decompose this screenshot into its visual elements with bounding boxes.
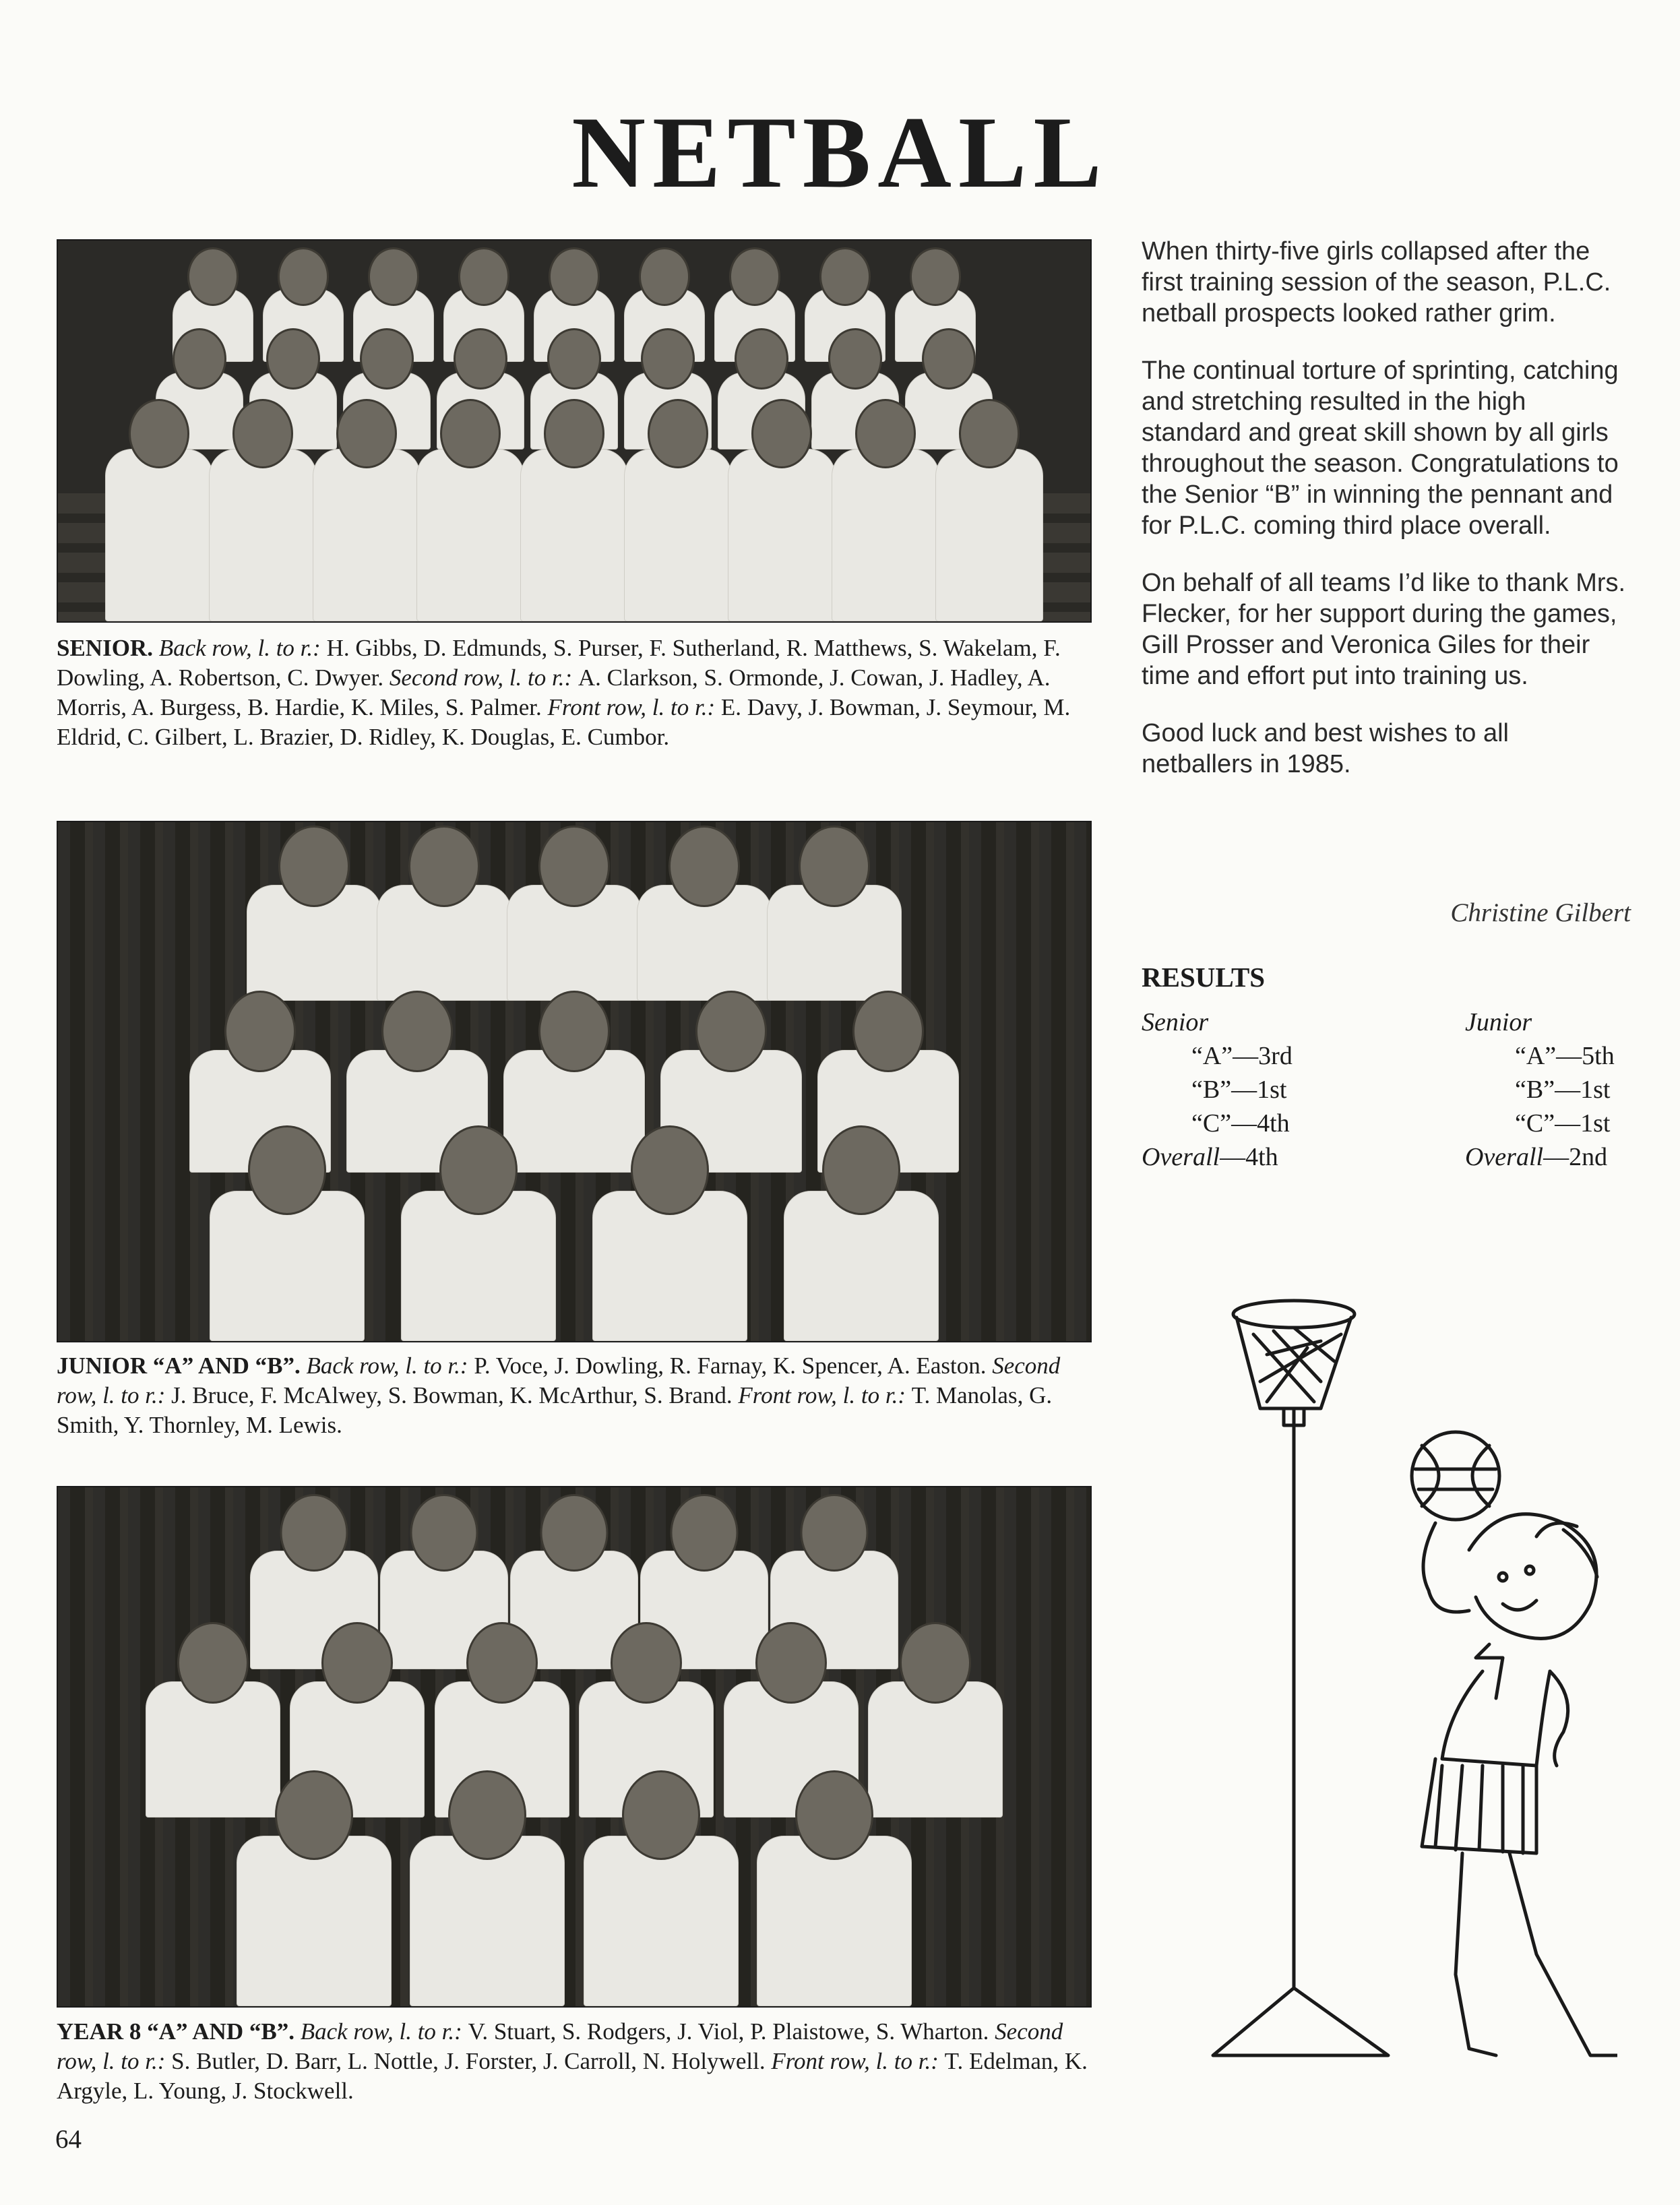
team-member-shirt <box>237 1836 392 2006</box>
team-member-head <box>801 1494 869 1572</box>
senior-team-photo <box>57 239 1092 623</box>
page-title: NETBALL <box>571 96 1109 209</box>
team-member-shirt <box>520 449 628 621</box>
team-member-head <box>751 399 812 468</box>
girl-figure-icon <box>1422 1514 1617 2055</box>
team-member-figure <box>832 399 939 621</box>
year8-caption <box>57 2017 1094 2106</box>
caption-row-label: Second row, l. to r.: <box>57 2018 1063 2074</box>
article-paragraph: The continual torture of sprinting, catching and stretching resulted in the high standard and great skill shown by all girls throughout the season. Congratulations to the Senior “B” in winning the pennant and for P.L.C. coming third place overall. <box>1142 356 1619 540</box>
team-member-shirt <box>624 449 732 621</box>
team-member-head <box>278 247 329 306</box>
caption-heading: JUNIOR “A” AND “B”. <box>57 1353 307 1379</box>
team-member-figure <box>637 826 772 1001</box>
team-member-head <box>671 1494 739 1572</box>
team-member-shirt <box>313 449 421 621</box>
team-member-head <box>631 1125 709 1215</box>
results-heading: RESULTS <box>1142 962 1266 993</box>
year8-team-photo <box>57 1486 1092 2008</box>
team-member-head <box>275 1770 353 1860</box>
team-member-head <box>408 826 480 907</box>
article-paragraph: On behalf of all teams I’d like to thank Mrs. Flecker, for her support during the games, Gill Prosser and Veronica Giles for their time and effort put into training us. <box>1142 569 1626 690</box>
team-member-head <box>540 1494 609 1572</box>
netball-hoop-icon <box>1213 1301 1388 2055</box>
team-member-shirt <box>105 449 213 621</box>
caption-row-label: Front row, l. to r.: <box>547 694 721 720</box>
team-member-shirt <box>410 1836 565 2006</box>
results-row: “A”—5th <box>1515 1042 1615 1070</box>
team-member-head <box>695 991 767 1072</box>
article-author: Christine Gilbert <box>1450 898 1631 927</box>
caption-names: P. Voce, J. Dowling, R. Farnay, K. Spencer, A. Easton. <box>474 1353 993 1379</box>
team-member-head <box>959 399 1020 468</box>
team-member-head <box>729 247 780 306</box>
team-member-head <box>266 328 320 390</box>
team-member-shirt <box>209 449 317 621</box>
page-number: 64 <box>55 2125 82 2154</box>
results-category: Senior <box>1142 1008 1209 1036</box>
results-overall <box>1142 1140 1293 1174</box>
results-row: “B”—1st <box>1191 1076 1287 1104</box>
team-member-figure <box>237 1770 392 2006</box>
team-member-head <box>922 328 976 390</box>
team-member-head <box>129 399 189 468</box>
caption-heading: YEAR 8 “A” AND “B”. <box>57 2018 301 2045</box>
caption-row-label: Back row, l. to r.: <box>300 2018 468 2045</box>
caption-row-label: Back row, l. to r.: <box>158 635 327 661</box>
results-row: “C”—1st <box>1515 1109 1611 1138</box>
results-junior-column <box>1465 1005 1615 1174</box>
caption-names: T. Manolas, G. Smith, Y. Thornley, M. Lewis. <box>57 1382 1053 1438</box>
article-paragraph: Good luck and best wishes to all netballers in 1985. <box>1142 719 1509 778</box>
team-member-head <box>454 328 507 390</box>
results-row: “B”—1st <box>1515 1076 1611 1104</box>
team-member-head <box>439 1125 518 1215</box>
team-member-head <box>280 1494 348 1572</box>
team-member-head <box>360 328 414 390</box>
team-member-head <box>648 399 708 468</box>
junior-caption <box>57 1351 1094 1440</box>
results-category: Junior <box>1465 1008 1532 1036</box>
team-member-head <box>177 1622 249 1704</box>
team-member-head <box>368 247 419 306</box>
team-member-head <box>795 1770 873 1860</box>
team-member-head <box>458 247 509 306</box>
team-member-figure <box>209 399 317 621</box>
junior-team-photo <box>57 821 1092 1342</box>
caption-row-label: Second row, l. to r.: <box>389 664 578 691</box>
team-member-head <box>668 826 740 907</box>
team-member-shirt <box>935 449 1043 621</box>
netball-ball-icon <box>1412 1432 1499 1520</box>
caption-names: J. Bruce, F. McAlwey, S. Bowman, K. McArthur, S. Brand. <box>171 1382 739 1408</box>
team-member-figure <box>247 826 381 1001</box>
team-member-head <box>828 328 882 390</box>
team-member-figure <box>784 1125 939 1341</box>
caption-names: A. Clarkson, S. Ormonde, J. Cowan, J. Hadley, A. Morris, A. Burgess, B. Hardie, K. Miles, S. Palmer. <box>57 664 1051 720</box>
team-member-head <box>224 991 296 1072</box>
team-member-shirt <box>584 1836 739 2006</box>
results-row: “C”—4th <box>1191 1109 1290 1138</box>
results-senior-column <box>1142 1005 1293 1174</box>
article-paragraph: When thirty-five girls collapsed after the first training session of the season, P.L.C. netball prospects looked rather grim. <box>1142 237 1611 328</box>
team-member-head <box>248 1125 326 1215</box>
caption-names: T. Edelman, K. Argyle, L. Young, J. Stockwell. <box>57 2048 1088 2104</box>
overall-label: Overall <box>1465 1143 1544 1171</box>
team-member-shirt <box>757 1836 912 2006</box>
team-member-head <box>639 247 690 306</box>
team-member-figure <box>592 1125 747 1341</box>
senior-caption <box>57 633 1094 752</box>
team-member-head <box>855 399 916 468</box>
caption-row-label: Front row, l. to r.: <box>771 2048 945 2074</box>
results-row: “A”—3rd <box>1191 1042 1293 1070</box>
team-member-figure <box>401 1125 556 1341</box>
team-member-head <box>381 991 453 1072</box>
team-member-head <box>547 328 601 390</box>
team-member-head <box>852 991 924 1072</box>
team-member-head <box>278 826 350 907</box>
team-member-head <box>440 399 501 468</box>
team-member-head <box>544 399 604 468</box>
article-body <box>1142 236 1627 806</box>
team-member-shirt <box>728 449 836 621</box>
caption-row-label: Second row, l. to r.: <box>57 1353 1061 1408</box>
overall-label: Overall <box>1142 1143 1220 1171</box>
team-member-head <box>321 1622 393 1704</box>
team-member-head <box>641 328 695 390</box>
team-member-head <box>538 991 610 1072</box>
team-member-head <box>336 399 397 468</box>
team-member-head <box>173 328 226 390</box>
caption-row-label: Front row, l. to r.: <box>738 1382 912 1408</box>
team-member-figure <box>757 1770 912 2006</box>
team-member-figure <box>935 399 1043 621</box>
caption-heading: SENIOR. <box>57 635 159 661</box>
team-member-figure <box>313 399 421 621</box>
team-member-head <box>611 1622 682 1704</box>
team-member-head <box>466 1622 538 1704</box>
overall-value: —2nd <box>1543 1143 1608 1171</box>
caption-names: S. Butler, D. Barr, L. Nottle, J. Forster, J. Carroll, N. Holywell. <box>171 2048 772 2074</box>
caption-names: V. Stuart, S. Rodgers, J. Viol, P. Plaistowe, S. Wharton. <box>468 2018 995 2045</box>
team-member-shirt <box>832 449 939 621</box>
team-member-figure <box>728 399 836 621</box>
overall-value: —4th <box>1220 1143 1278 1171</box>
team-member-head <box>755 1622 827 1704</box>
team-member-figure <box>767 826 902 1001</box>
caption-names: H. Gibbs, D. Edmunds, S. Purser, F. Sutherland, R. Matthews, S. Wakelam, F. Dowling, A. Robertson, C. Dwyer. <box>57 635 1061 691</box>
team-member-head <box>622 1770 700 1860</box>
team-member-figure <box>520 399 628 621</box>
caption-names: E. Davy, J. Bowman, J. Seymour, M. Eldrid, C. Gilbert, L. Brazier, D. Ridley, K. Douglas, E. Cumbor. <box>57 694 1071 750</box>
team-member-figure <box>410 1770 565 2006</box>
team-member-figure <box>416 399 524 621</box>
team-member-figure <box>584 1770 739 2006</box>
team-member-head <box>910 247 961 306</box>
team-member-head <box>819 247 871 306</box>
team-member-head <box>799 826 870 907</box>
team-member-figure <box>507 826 642 1001</box>
team-member-head <box>900 1622 971 1704</box>
team-member-shirt <box>416 449 524 621</box>
team-member-head <box>549 247 600 306</box>
team-member-head <box>232 399 293 468</box>
netball-player-illustration <box>1186 1294 1617 2089</box>
team-member-head <box>822 1125 900 1215</box>
team-member-head <box>448 1770 526 1860</box>
team-member-figure <box>210 1125 365 1341</box>
team-member-head <box>410 1494 478 1572</box>
team-member-figure <box>377 826 511 1001</box>
team-member-figure <box>624 399 732 621</box>
team-member-head <box>187 247 239 306</box>
results-overall <box>1465 1140 1615 1174</box>
caption-row-label: Back row, l. to r.: <box>306 1353 474 1379</box>
team-member-figure <box>105 399 213 621</box>
team-member-head <box>735 328 788 390</box>
team-member-head <box>538 826 610 907</box>
